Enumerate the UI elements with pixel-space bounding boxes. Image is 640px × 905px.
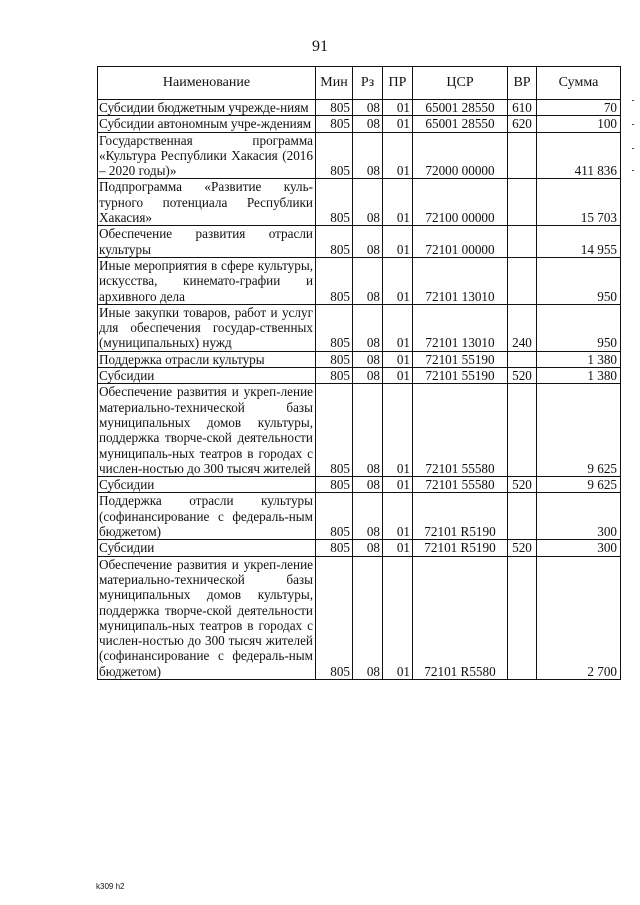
cell-csr: 65001 28550: [413, 116, 508, 132]
cell-name: Иные мероприятия в сфере культуры, искусства, кинемато-графии и архивного дела: [98, 257, 316, 304]
cell-csr: 72101 13010: [413, 257, 508, 304]
cell-name: Субсидии автономным учре-ждениям: [98, 116, 316, 132]
cell-vr: [508, 384, 537, 477]
cell-pr: 01: [383, 384, 413, 477]
cell-csr: 72101 55190: [413, 351, 508, 367]
cell-rz: 08: [353, 304, 383, 351]
cell-csr: 72100 00000: [413, 179, 508, 226]
cell-csr: 72101 55580: [413, 384, 508, 477]
cell-rz: 08: [353, 179, 383, 226]
cell-vr: 520: [508, 477, 537, 493]
cell-name: Государственная программа «Культура Республики Хакасия (2016 – 2020 годы)»: [98, 132, 316, 179]
cell-pr: 01: [383, 304, 413, 351]
cell-min: 805: [316, 116, 353, 132]
cell-name: Обеспечение развития и укреп-ление материально-технической базы муниципальных домов культуры, поддержка творче-ской деятельности муниципаль-ных театров в городах с числен-ностью до 300 тысяч жителей: [98, 384, 316, 477]
cell-csr: 72000 00000: [413, 132, 508, 179]
cell-sum: 9 625: [537, 477, 621, 493]
table-row: [98, 384, 621, 477]
cell-min: 805: [316, 132, 353, 179]
cell-min: 805: [316, 179, 353, 226]
margin-mark: [632, 170, 634, 171]
cell-csr: 72101 R5580: [413, 556, 508, 679]
cell-csr: 72101 R5190: [413, 493, 508, 540]
cell-rz: 08: [353, 116, 383, 132]
cell-rz: 08: [353, 477, 383, 493]
cell-vr: [508, 351, 537, 367]
cell-min: 805: [316, 384, 353, 477]
margin-mark: [632, 124, 634, 125]
cell-sum: 300: [537, 540, 621, 556]
cell-rz: 08: [353, 132, 383, 179]
header-min: Мин: [316, 67, 353, 100]
cell-min: 805: [316, 540, 353, 556]
cell-name: Иные закупки товаров, работ и услуг для обеспечения государ-ственных (муниципальных) нужд: [98, 304, 316, 351]
margin-mark: [632, 148, 634, 149]
cell-rz: 08: [353, 257, 383, 304]
cell-csr: 72101 55580: [413, 477, 508, 493]
cell-pr: 01: [383, 556, 413, 679]
header-pr: ПР: [383, 67, 413, 100]
cell-sum: 9 625: [537, 384, 621, 477]
cell-pr: 01: [383, 226, 413, 258]
footer-code: k309 h2: [96, 882, 125, 891]
cell-sum: 950: [537, 304, 621, 351]
table-row: [98, 304, 621, 351]
cell-min: 805: [316, 493, 353, 540]
cell-name: Субсидии: [98, 368, 316, 384]
table-row: [98, 540, 621, 556]
cell-pr: 01: [383, 493, 413, 540]
cell-min: 805: [316, 368, 353, 384]
header-sum: Сумма: [537, 67, 621, 100]
cell-name: Обеспечение развития и укреп-ление материально-технической базы муниципальных домов культуры, поддержка творче-ской деятельности муниципаль-ных театров в городах с числен-ностью до 300 тысяч жителей (софинансирование с федераль-ным бюджетом): [98, 556, 316, 679]
cell-sum: 300: [537, 493, 621, 540]
cell-min: 805: [316, 351, 353, 367]
table-row: [98, 257, 621, 304]
cell-sum: 14 955: [537, 226, 621, 258]
cell-csr: 72101 55190: [413, 368, 508, 384]
cell-rz: 08: [353, 368, 383, 384]
cell-csr: 72101 R5190: [413, 540, 508, 556]
table-row: [98, 226, 621, 258]
cell-name: Субсидии: [98, 540, 316, 556]
margin-mark: [632, 100, 634, 101]
cell-sum: 950: [537, 257, 621, 304]
header-row: [98, 67, 621, 100]
cell-vr: 610: [508, 100, 537, 116]
cell-vr: [508, 132, 537, 179]
budget-table: [97, 66, 621, 680]
cell-name: Поддержка отрасли культуры (софинансирование с федераль-ным бюджетом): [98, 493, 316, 540]
table-row: [98, 556, 621, 679]
cell-name: Субсидии бюджетным учрежде-ниям: [98, 100, 316, 116]
cell-pr: 01: [383, 368, 413, 384]
cell-csr: 72101 00000: [413, 226, 508, 258]
table-row: [98, 351, 621, 367]
table-row: [98, 477, 621, 493]
cell-sum: 2 700: [537, 556, 621, 679]
cell-min: 805: [316, 257, 353, 304]
cell-csr: 72101 13010: [413, 304, 508, 351]
cell-rz: 08: [353, 351, 383, 367]
cell-min: 805: [316, 304, 353, 351]
cell-pr: 01: [383, 257, 413, 304]
cell-min: 805: [316, 556, 353, 679]
cell-pr: 01: [383, 100, 413, 116]
cell-pr: 01: [383, 477, 413, 493]
table-row: [98, 368, 621, 384]
cell-vr: [508, 493, 537, 540]
cell-rz: 08: [353, 226, 383, 258]
cell-rz: 08: [353, 556, 383, 679]
page-number: 91: [312, 38, 328, 55]
cell-min: 805: [316, 226, 353, 258]
cell-vr: 240: [508, 304, 537, 351]
cell-vr: 520: [508, 540, 537, 556]
cell-vr: [508, 226, 537, 258]
cell-vr: 520: [508, 368, 537, 384]
header-rz: Рз: [353, 67, 383, 100]
cell-pr: 01: [383, 540, 413, 556]
header-csr: ЦСР: [413, 67, 508, 100]
cell-min: 805: [316, 477, 353, 493]
cell-rz: 08: [353, 493, 383, 540]
cell-pr: 01: [383, 179, 413, 226]
cell-vr: [508, 556, 537, 679]
header-vr: ВР: [508, 67, 537, 100]
header-name: Наименование: [98, 67, 316, 100]
cell-sum: 15 703: [537, 179, 621, 226]
cell-sum: 100: [537, 116, 621, 132]
cell-sum: 411 836: [537, 132, 621, 179]
cell-sum: 1 380: [537, 368, 621, 384]
cell-pr: 01: [383, 351, 413, 367]
cell-sum: 70: [537, 100, 621, 116]
cell-name: Поддержка отрасли культуры: [98, 351, 316, 367]
cell-name: Обеспечение развития отрасли культуры: [98, 226, 316, 258]
table-row: [98, 116, 621, 132]
cell-vr: [508, 257, 537, 304]
cell-name: Субсидии: [98, 477, 316, 493]
cell-pr: 01: [383, 116, 413, 132]
table-row: [98, 493, 621, 540]
cell-name: Подпрограмма «Развитие куль-турного потенциала Республики Хакасия»: [98, 179, 316, 226]
table-row: [98, 100, 621, 116]
table-body: [98, 100, 621, 680]
cell-sum: 1 380: [537, 351, 621, 367]
cell-rz: 08: [353, 540, 383, 556]
cell-csr: 65001 28550: [413, 100, 508, 116]
cell-vr: 620: [508, 116, 537, 132]
table-row: [98, 179, 621, 226]
table-row: [98, 132, 621, 179]
cell-rz: 08: [353, 384, 383, 477]
cell-rz: 08: [353, 100, 383, 116]
cell-vr: [508, 179, 537, 226]
cell-min: 805: [316, 100, 353, 116]
cell-pr: 01: [383, 132, 413, 179]
